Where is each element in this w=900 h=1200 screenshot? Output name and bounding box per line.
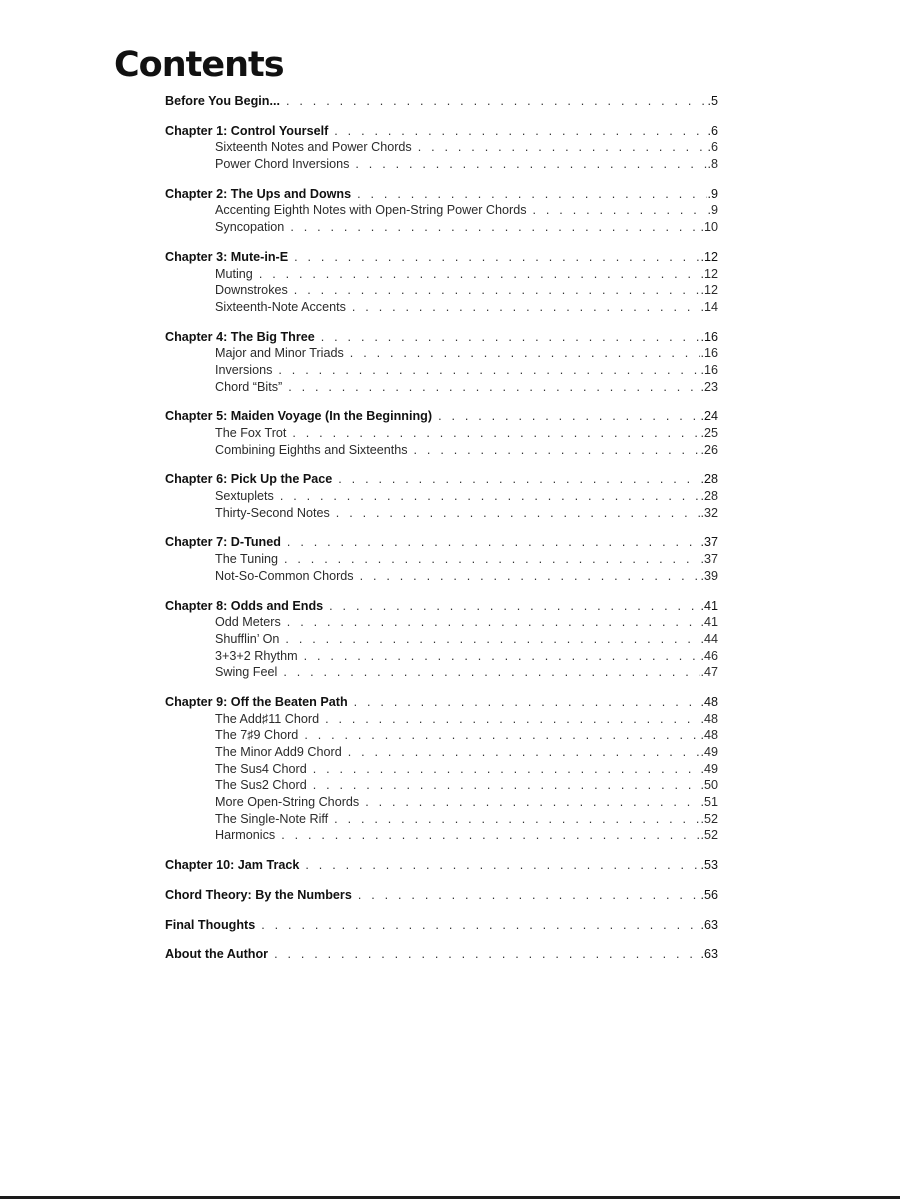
toc-section-entry	[165, 345, 718, 362]
toc-group	[165, 249, 718, 316]
dot-leader	[280, 488, 701, 505]
toc-section-entry	[165, 219, 718, 236]
page-number: .41	[700, 598, 718, 613]
page-number: .37	[700, 552, 718, 567]
toc-chapter-entry	[165, 471, 718, 488]
dot-leader	[292, 425, 700, 442]
dot-leader	[325, 711, 700, 728]
section-title: Swing Feel	[215, 665, 278, 680]
toc-group	[165, 598, 718, 681]
page-number: .6	[707, 140, 718, 155]
dot-leader	[357, 186, 707, 203]
page-number: .9	[707, 203, 718, 218]
dot-leader	[354, 694, 701, 711]
page-number: .8	[707, 157, 718, 172]
page-number: .48	[700, 728, 718, 743]
page-number: .48	[700, 711, 718, 726]
toc-section-entry	[165, 266, 718, 283]
toc-group	[165, 329, 718, 396]
toc-group	[165, 917, 718, 934]
dot-leader	[321, 329, 701, 346]
toc-chapter-entry	[165, 329, 718, 346]
toc-section-entry	[165, 664, 718, 681]
section-title: Combining Eighths and Sixteenths	[215, 442, 408, 457]
toc-section-entry	[165, 442, 718, 459]
page-number: .32	[700, 505, 718, 520]
section-title: Sixteenth Notes and Power Chords	[215, 140, 412, 155]
dot-leader	[334, 123, 707, 140]
section-title: Syncopation	[215, 220, 285, 235]
page-number: .49	[700, 745, 718, 759]
page-number: .50	[700, 778, 718, 793]
dot-leader	[334, 811, 700, 828]
chapter-title: Chapter 1: Control Yourself	[165, 123, 329, 138]
dot-leader	[355, 156, 707, 173]
section-title: The Sus2 Chord	[215, 778, 307, 793]
table-of-contents	[165, 93, 718, 976]
chapter-title: Before You Begin...	[165, 94, 280, 108]
toc-section-entry	[165, 744, 718, 761]
page-number: .44	[700, 631, 718, 646]
dot-leader	[261, 917, 700, 934]
dot-leader	[329, 598, 700, 615]
dot-leader	[348, 744, 701, 761]
section-title: Chord “Bits”	[215, 379, 283, 394]
page-number: .51	[700, 795, 718, 810]
toc-section-entry	[165, 362, 718, 379]
dot-leader	[286, 93, 707, 110]
section-title: Accenting Eighth Notes with Open-String Power Chords	[215, 203, 527, 218]
toc-section-entry	[165, 488, 718, 505]
toc-section-entry	[165, 761, 718, 778]
toc-chapter-entry	[165, 534, 718, 551]
toc-section-entry	[165, 379, 718, 396]
section-title: The Sus4 Chord	[215, 761, 307, 776]
toc-chapter-entry	[165, 93, 718, 110]
page-number: .47	[700, 665, 718, 680]
dot-leader	[438, 408, 700, 425]
page-number: .16	[700, 329, 718, 344]
page-number: .16	[700, 362, 718, 377]
dot-leader	[313, 761, 701, 778]
page-number: .41	[700, 615, 718, 630]
chapter-title: Chapter 7: D-Tuned	[165, 535, 281, 550]
page-number: .26	[700, 442, 718, 457]
toc-section-entry	[165, 631, 718, 648]
dot-leader	[287, 534, 701, 551]
toc-section-entry	[165, 614, 718, 631]
page-number: .6	[707, 123, 718, 138]
toc-chapter-entry	[165, 887, 718, 904]
toc-section-entry	[165, 505, 718, 522]
page-number: .37	[700, 535, 718, 550]
section-title: Sextuplets	[215, 489, 274, 504]
page-number: .12	[700, 266, 718, 281]
dot-leader	[283, 664, 700, 681]
toc-section-entry	[165, 711, 718, 728]
section-title: The Add♯11 Chord	[215, 711, 320, 726]
toc-group	[165, 694, 718, 844]
dot-leader	[338, 471, 700, 488]
toc-section-entry	[165, 139, 718, 156]
dot-leader	[533, 202, 708, 219]
chapter-title: Chapter 5: Maiden Voyage (In the Beginning)	[165, 409, 433, 424]
toc-chapter-entry	[165, 186, 718, 203]
section-title: Odd Meters	[215, 615, 281, 630]
page-number: .9	[707, 186, 718, 201]
toc-chapter-entry	[165, 408, 718, 425]
section-title: The Minor Add9 Chord	[215, 745, 342, 759]
toc-section-entry	[165, 648, 718, 665]
page-number: .53	[700, 858, 718, 873]
section-title: 3+3+2 Rhythm	[215, 648, 298, 663]
toc-group	[165, 887, 718, 904]
toc-section-entry	[165, 425, 718, 442]
toc-chapter-entry	[165, 946, 718, 963]
section-title: The Single-Note Riff	[215, 811, 329, 826]
chapter-title: Chord Theory: By the Numbers	[165, 887, 352, 902]
section-title: Not-So-Common Chords	[215, 568, 354, 583]
section-title: Thirty-Second Notes	[215, 505, 330, 520]
toc-section-entry	[165, 282, 718, 299]
toc-group	[165, 534, 718, 584]
page-number: .28	[700, 472, 718, 487]
page-number: .25	[700, 426, 718, 440]
chapter-title: Chapter 2: The Ups and Downs	[165, 186, 352, 201]
section-title: Major and Minor Triads	[215, 346, 344, 361]
toc-section-entry	[165, 568, 718, 585]
section-title: Downstrokes	[215, 283, 288, 298]
dot-leader	[294, 249, 700, 266]
page-number: .23	[700, 379, 718, 394]
section-title: The Tuning	[215, 552, 279, 567]
page-number: .48	[700, 694, 718, 709]
dot-leader	[352, 299, 701, 316]
page-number: .46	[700, 648, 718, 663]
dot-leader	[313, 777, 701, 794]
chapter-title: Chapter 4: The Big Three	[165, 329, 315, 344]
chapter-title: Chapter 3: Mute-in-E	[165, 249, 289, 264]
chapter-title: Final Thoughts	[165, 917, 256, 932]
page-number: .5	[707, 94, 718, 108]
page-number: .14	[700, 299, 718, 314]
toc-group	[165, 946, 718, 963]
page-number: .63	[700, 917, 718, 932]
toc-chapter-entry	[165, 249, 718, 266]
toc-chapter-entry	[165, 598, 718, 615]
section-title: Power Chord Inversions	[215, 157, 350, 172]
dot-leader	[281, 827, 700, 844]
dot-leader	[259, 266, 701, 283]
toc-chapter-entry	[165, 694, 718, 711]
toc-chapter-entry	[165, 857, 718, 874]
dot-leader	[304, 727, 700, 744]
section-title: Harmonics	[215, 828, 276, 843]
toc-group	[165, 123, 718, 173]
dot-leader	[294, 282, 701, 299]
page-number: .56	[700, 887, 718, 902]
dot-leader	[284, 551, 700, 568]
toc-section-entry	[165, 827, 718, 844]
dot-leader	[414, 442, 701, 459]
dot-leader	[290, 219, 700, 236]
dot-leader	[305, 857, 700, 874]
toc-section-entry	[165, 202, 718, 219]
dot-leader	[285, 631, 700, 648]
dot-leader	[304, 648, 701, 665]
page-number: .52	[700, 828, 718, 843]
page-number: .28	[700, 489, 718, 504]
toc-group	[165, 93, 718, 110]
section-title: Shufflin’ On	[215, 631, 280, 646]
page-number: .10	[700, 220, 718, 235]
page-number: .12	[700, 283, 718, 298]
chapter-title: About the Author	[165, 947, 269, 962]
toc-section-entry	[165, 551, 718, 568]
dot-leader	[358, 887, 701, 904]
toc-section-entry	[165, 794, 718, 811]
toc-section-entry	[165, 777, 718, 794]
chapter-title: Chapter 8: Odds and Ends	[165, 598, 324, 613]
chapter-title: Chapter 9: Off the Beaten Path	[165, 694, 348, 709]
chapter-title: Chapter 10: Jam Track	[165, 858, 300, 873]
toc-section-entry	[165, 156, 718, 173]
dot-leader	[360, 568, 701, 585]
page-title: Contents	[114, 45, 284, 85]
page-number: .52	[700, 811, 718, 826]
page-number: .24	[700, 409, 718, 424]
section-title: The 7♯9 Chord	[215, 728, 299, 743]
dot-leader	[274, 946, 700, 963]
dot-leader	[418, 139, 708, 156]
section-title: More Open-String Chords	[215, 795, 360, 810]
section-title: Inversions	[215, 362, 273, 377]
section-title: The Fox Trot	[215, 426, 287, 440]
dot-leader	[278, 362, 700, 379]
section-title: Muting	[215, 266, 253, 281]
page-number: .49	[700, 761, 718, 776]
page-number: .16	[700, 346, 718, 361]
page-number: .63	[700, 947, 718, 962]
section-title: Sixteenth-Note Accents	[215, 299, 346, 314]
dot-leader	[350, 345, 701, 362]
toc-group	[165, 408, 718, 458]
dot-leader	[336, 505, 701, 522]
bottom-border	[0, 1196, 900, 1199]
toc-chapter-entry	[165, 917, 718, 934]
page-number: .12	[700, 249, 718, 264]
toc-group	[165, 857, 718, 874]
toc-chapter-entry	[165, 123, 718, 140]
toc-group	[165, 186, 718, 236]
toc-section-entry	[165, 811, 718, 828]
toc-section-entry	[165, 727, 718, 744]
toc-section-entry	[165, 299, 718, 316]
dot-leader	[288, 379, 700, 396]
toc-group	[165, 471, 718, 521]
dot-leader	[365, 794, 700, 811]
dot-leader	[287, 614, 701, 631]
chapter-title: Chapter 6: Pick Up the Pace	[165, 472, 333, 487]
page-number: .39	[700, 568, 718, 583]
